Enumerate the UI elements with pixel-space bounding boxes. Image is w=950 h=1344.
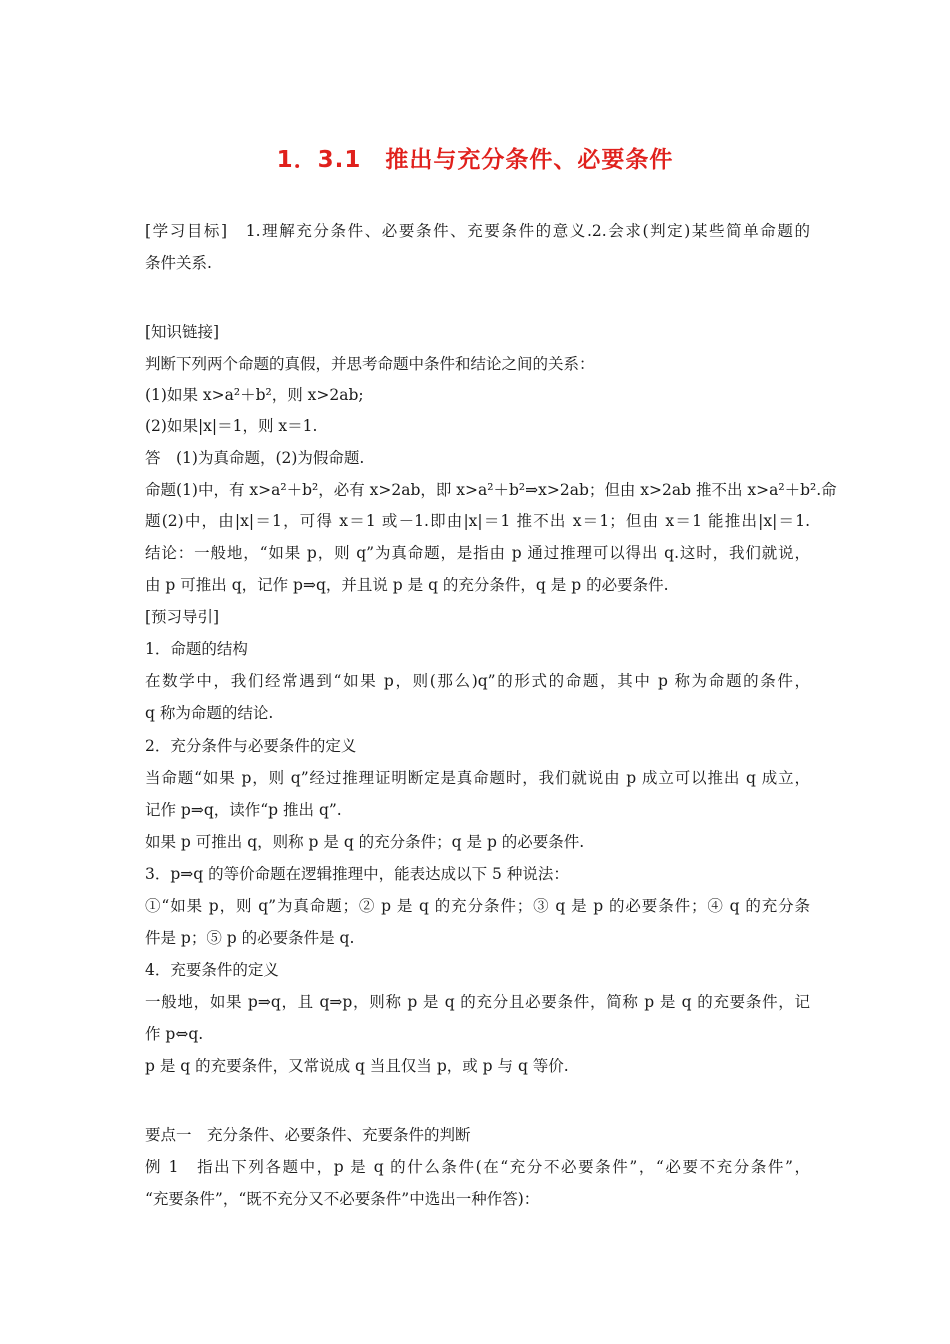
key-point-heading: 要点一 充分条件、必要条件、充要条件的判断 bbox=[145, 1126, 471, 1144]
preview-section-3-line-2: 件是 p；⑤ p 的必要条件是 q. bbox=[145, 929, 355, 947]
preview-section-2-line-3: 如果 p 可推出 q，则称 p 是 q 的充分条件；q 是 p 的必要条件. bbox=[145, 833, 585, 851]
preview-section-2-title: 2．充分条件与必要条件的定义 bbox=[145, 737, 357, 755]
preview-section-4-line-3: p 是 q 的充要条件，又常说成 q 当且仅当 p，或 p 与 q 等价. bbox=[145, 1057, 569, 1075]
preview-section-2-line-1: 当命题“如果 p，则 q”经过推理证明断定是真命题时，我们就说由 p 成立可以推出 q 成立， bbox=[145, 769, 810, 787]
preview-section-3-line-1: ①“如果 p，则 q”为真命题；② p 是 q 的充分条件；③ q 是 p 的必要条件；④ q 的充分条 bbox=[145, 897, 810, 915]
example-1-line-1: 例 1 指出下列各题中，p 是 q 的什么条件(在“充分不必要条件”，“必要不充分条件”， bbox=[145, 1158, 810, 1176]
example-1-line-2: “充要条件”，“既不充分又不必要条件”中选出一种作答)： bbox=[145, 1190, 540, 1208]
preview-section-4-line-2: 作 p⇔q. bbox=[145, 1025, 204, 1043]
knowledge-link-intro: 判断下列两个命题的真假，并思考命题中条件和结论之间的关系： bbox=[145, 355, 595, 373]
preview-section-2-line-2: 记作 p⇒q，读作“p 推出 q”. bbox=[145, 801, 342, 819]
preview-section-1-title: 1．命题的结构 bbox=[145, 640, 248, 658]
preview-section-4-line-1: 一般地，如果 p⇒q，且 q⇒p，则称 p 是 q 的充分且必要条件，简称 p 是 q 的充要条件，记 bbox=[145, 993, 810, 1011]
preview-section-4-title: 4．充要条件的定义 bbox=[145, 961, 279, 979]
preview-section-3-title: 3．p⇒q 的等价命题在逻辑推理中，能表达成以下 5 种说法： bbox=[145, 865, 569, 883]
knowledge-link-analysis-1: 命题(1)中，有 x>a²＋b²，必有 x>2ab，即 x>a²＋b²⇒x>2ab；但由 x>2ab 推不出 x>a²＋b².命 bbox=[145, 481, 837, 499]
learning-goals-line-1: [学习目标] 1.理解充分条件、必要条件、充要条件的意义.2.会求(判定)某些简单命题的 bbox=[145, 222, 810, 240]
page-title: 1．3.1 推出与充分条件、必要条件 bbox=[276, 147, 674, 173]
knowledge-link-conclusion-1: 结论：一般地，“如果 p，则 q”为真命题，是指由 p 通过推理可以得出 q.这时，我们就说， bbox=[145, 544, 810, 562]
knowledge-link-analysis-2: 题(2)中，由|x|＝1，可得 x＝1 或－1.即由|x|＝1 推不出 x＝1；但由 x＝1 能推出|x|＝1. bbox=[145, 512, 810, 530]
preview-section-1-line-2: q 称为命题的结论. bbox=[145, 704, 274, 722]
knowledge-link-heading: [知识链接] bbox=[145, 323, 220, 341]
preview-section-1-line-1: 在数学中，我们经常遇到“如果 p，则(那么)q”的形式的命题，其中 p 称为命题的条件， bbox=[145, 672, 810, 690]
knowledge-link-item-1: (1)如果 x>a²＋b²，则 x>2ab; bbox=[145, 386, 364, 404]
knowledge-link-conclusion-2: 由 p 可推出 q，记作 p⇒q，并且说 p 是 q 的充分条件，q 是 p 的必要条件. bbox=[145, 576, 669, 594]
knowledge-link-item-2: (2)如果|x|＝1，则 x＝1. bbox=[145, 417, 318, 435]
preview-heading: [预习导引] bbox=[145, 608, 220, 626]
knowledge-link-answer: 答 (1)为真命题，(2)为假命题. bbox=[145, 449, 365, 467]
learning-goals-line-2: 条件关系. bbox=[145, 254, 212, 272]
